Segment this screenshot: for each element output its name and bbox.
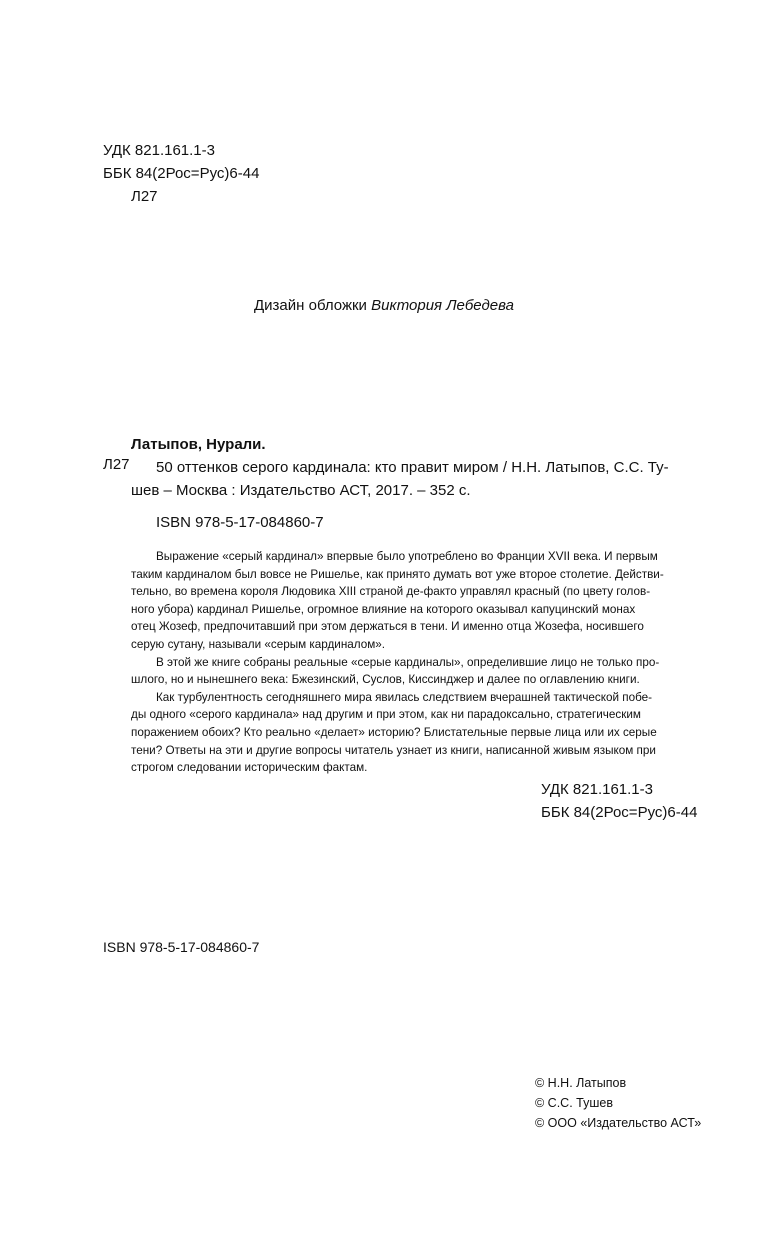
- abstract-line: ды одного «серого кардинала» над другим и при этом, как ни парадоксально, стратегическим: [131, 708, 641, 722]
- abstract-line: строгом следовании историческим фактам.: [131, 761, 368, 775]
- abstract-line: шлого, но и нынешнего века: Бжезинский, Суслов, Киссинджер и далее по оглавлению книги.: [131, 673, 640, 687]
- copyright-line: © Н.Н. Латыпов: [535, 1076, 627, 1090]
- abstract-line: поражением обоих? Кто реально «делает» историю? Блистательные первые лица или их серые: [131, 725, 657, 739]
- udk-code: УДК 821.161.1-3: [103, 142, 215, 159]
- abstract-line: Как турбулентность сегодняшнего мира явилась следствием вчерашней тактической побе-: [156, 690, 653, 704]
- abstract: [131, 548, 698, 777]
- abstract-line: тени? Ответы на эти и другие вопросы читатель узнает из книги, написанной живым языком при: [131, 743, 656, 757]
- classification-block-bottom: [541, 778, 697, 824]
- bib-line: 50 оттенков серого кардинала: кто правит миром / Н.Н. Латыпов, С.С. Ту-: [156, 459, 669, 476]
- classification-block-top: [103, 139, 259, 208]
- abstract-line: таким кардиналом был вовсе не Ришелье, как принято думать вот уже второе столетие. Действи-: [131, 567, 664, 581]
- abstract-line: ного убора) кардинал Ришелье, огромное влияние на которого оказывал капуцинский монах: [131, 602, 636, 616]
- isbn-bottom: ISBN 978-5-17-084860-7: [103, 939, 260, 955]
- cover-design-label: Дизайн обложки: [254, 297, 367, 314]
- abstract-line: серую сутану, называли «серым кардиналом».: [131, 637, 386, 651]
- catalog-author-mark: Л27: [103, 456, 130, 473]
- copyright-block: [535, 1073, 701, 1133]
- copyright-line: © С.С. Тушев: [535, 1096, 613, 1110]
- abstract-line: Выражение «серый кардинал» впервые было употреблено во Франции XVII века. И первым: [156, 550, 658, 563]
- abstract-line: В этой же книге собраны реальные «серые кардиналы», определившие лицо не только про-: [156, 655, 660, 669]
- bbk-code: ББК 84(2Рос=Рус)6-44: [541, 804, 698, 821]
- bib-line: шев – Москва : Издательство АСТ, 2017. – 352 с.: [131, 482, 471, 499]
- abstract-line: отец Жозеф, предпочитавший при этом держаться в тени. И именно отца Жозефа, носившего: [131, 620, 644, 634]
- catalog-isbn: ISBN 978-5-17-084860-7: [156, 514, 324, 531]
- copyright-line: © ООО «Издательство АСТ»: [535, 1116, 702, 1130]
- author-heading: Латыпов, Нурали.: [131, 436, 266, 453]
- cover-designer-name: Виктория Лебедева: [371, 297, 514, 314]
- cover-design-credit: [0, 297, 768, 314]
- author-mark: Л27: [131, 188, 158, 205]
- abstract-line: тельно, во времена короля Людовика XIII страной де-факто управлял красный (по цвету голов-: [131, 585, 651, 599]
- udk-code: УДК 821.161.1-3: [541, 781, 653, 798]
- bibliographic-description: [131, 456, 669, 502]
- bbk-code: ББК 84(2Рос=Рус)6-44: [103, 165, 260, 182]
